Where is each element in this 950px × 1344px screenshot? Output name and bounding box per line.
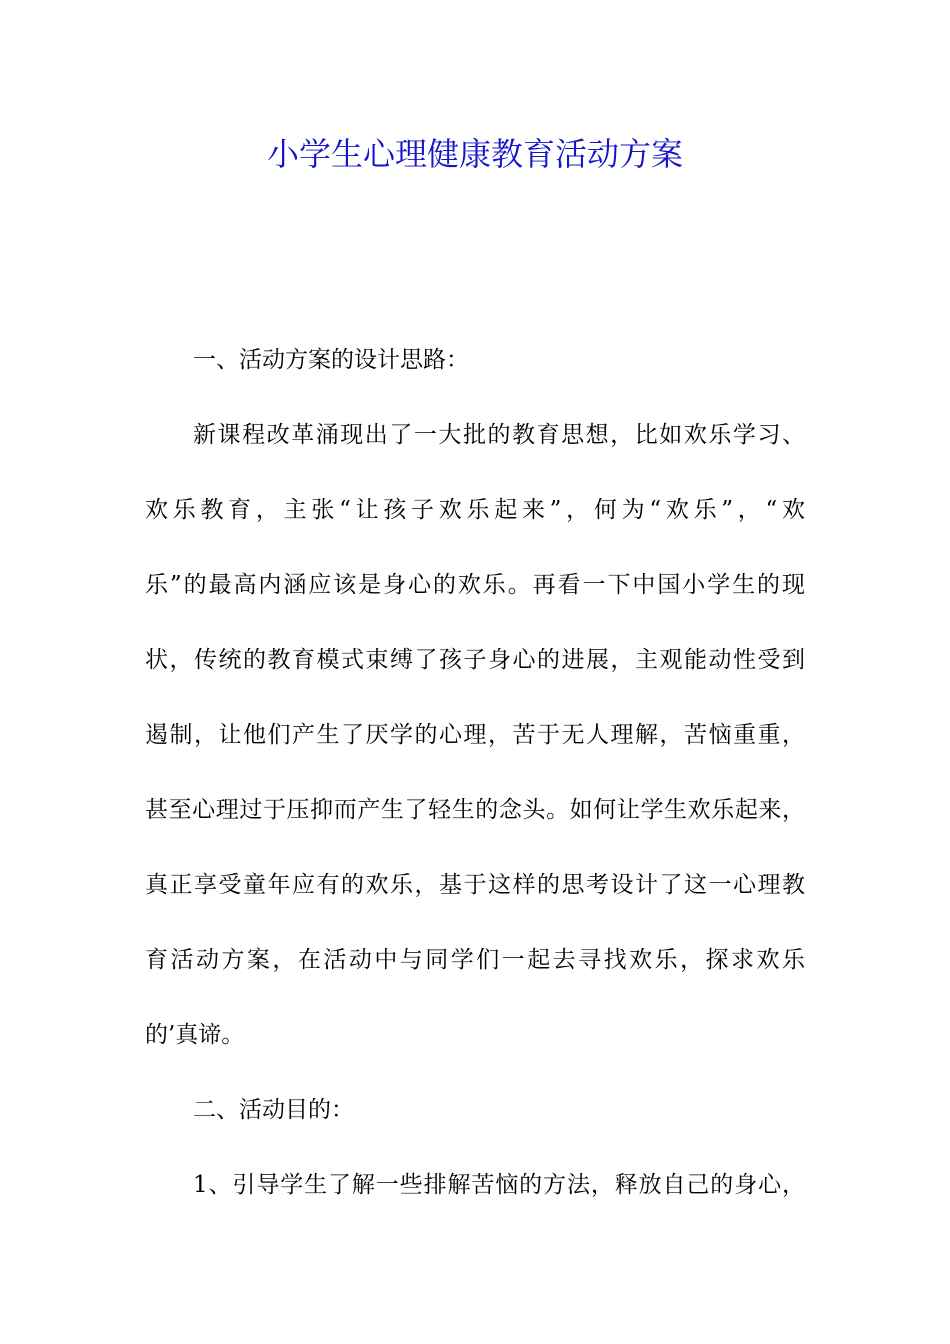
paragraph-line: 育活动方案，在活动中与同学们一起去寻找欢乐，探求欢乐 — [145, 947, 805, 973]
paragraph-line: 真正享受童年应有的欢乐，基于这样的思考设计了这一心理教 — [145, 872, 805, 898]
paragraph-line: 甚至心理过于压抑而产生了轻生的念头。如何让学生欢乐起来， — [145, 797, 805, 823]
paragraph-line: 乐”的最高内涵应该是身心的欢乐。再看一下中国小学生的现 — [145, 572, 805, 598]
paragraph-line: 遏制，让他们产生了厌学的心理，苦于无人理解，苦恼重重， — [145, 722, 805, 748]
paragraph-line: 的’真谛。 — [145, 1022, 245, 1048]
section-heading-1: 一、活动方案的设计思路： — [193, 347, 469, 373]
paragraph-line: 欢乐教育，主张“让孩子欢乐起来”，何为“欢乐”，“欢 — [145, 497, 805, 523]
list-item: 1、引导学生了解一些排解苦恼的方法，释放自己的身心， — [193, 1172, 805, 1198]
section-heading-2: 二、活动目的： — [193, 1097, 354, 1123]
paragraph-line: 新课程改革涌现出了一大批的教育思想，比如欢乐学习、 — [193, 422, 805, 448]
paragraph-line: 状，传统的教育模式束缚了孩子身心的进展，主观能动性受到 — [145, 647, 805, 673]
document-title: 小学生心理健康教育活动方案 — [266, 135, 683, 173]
